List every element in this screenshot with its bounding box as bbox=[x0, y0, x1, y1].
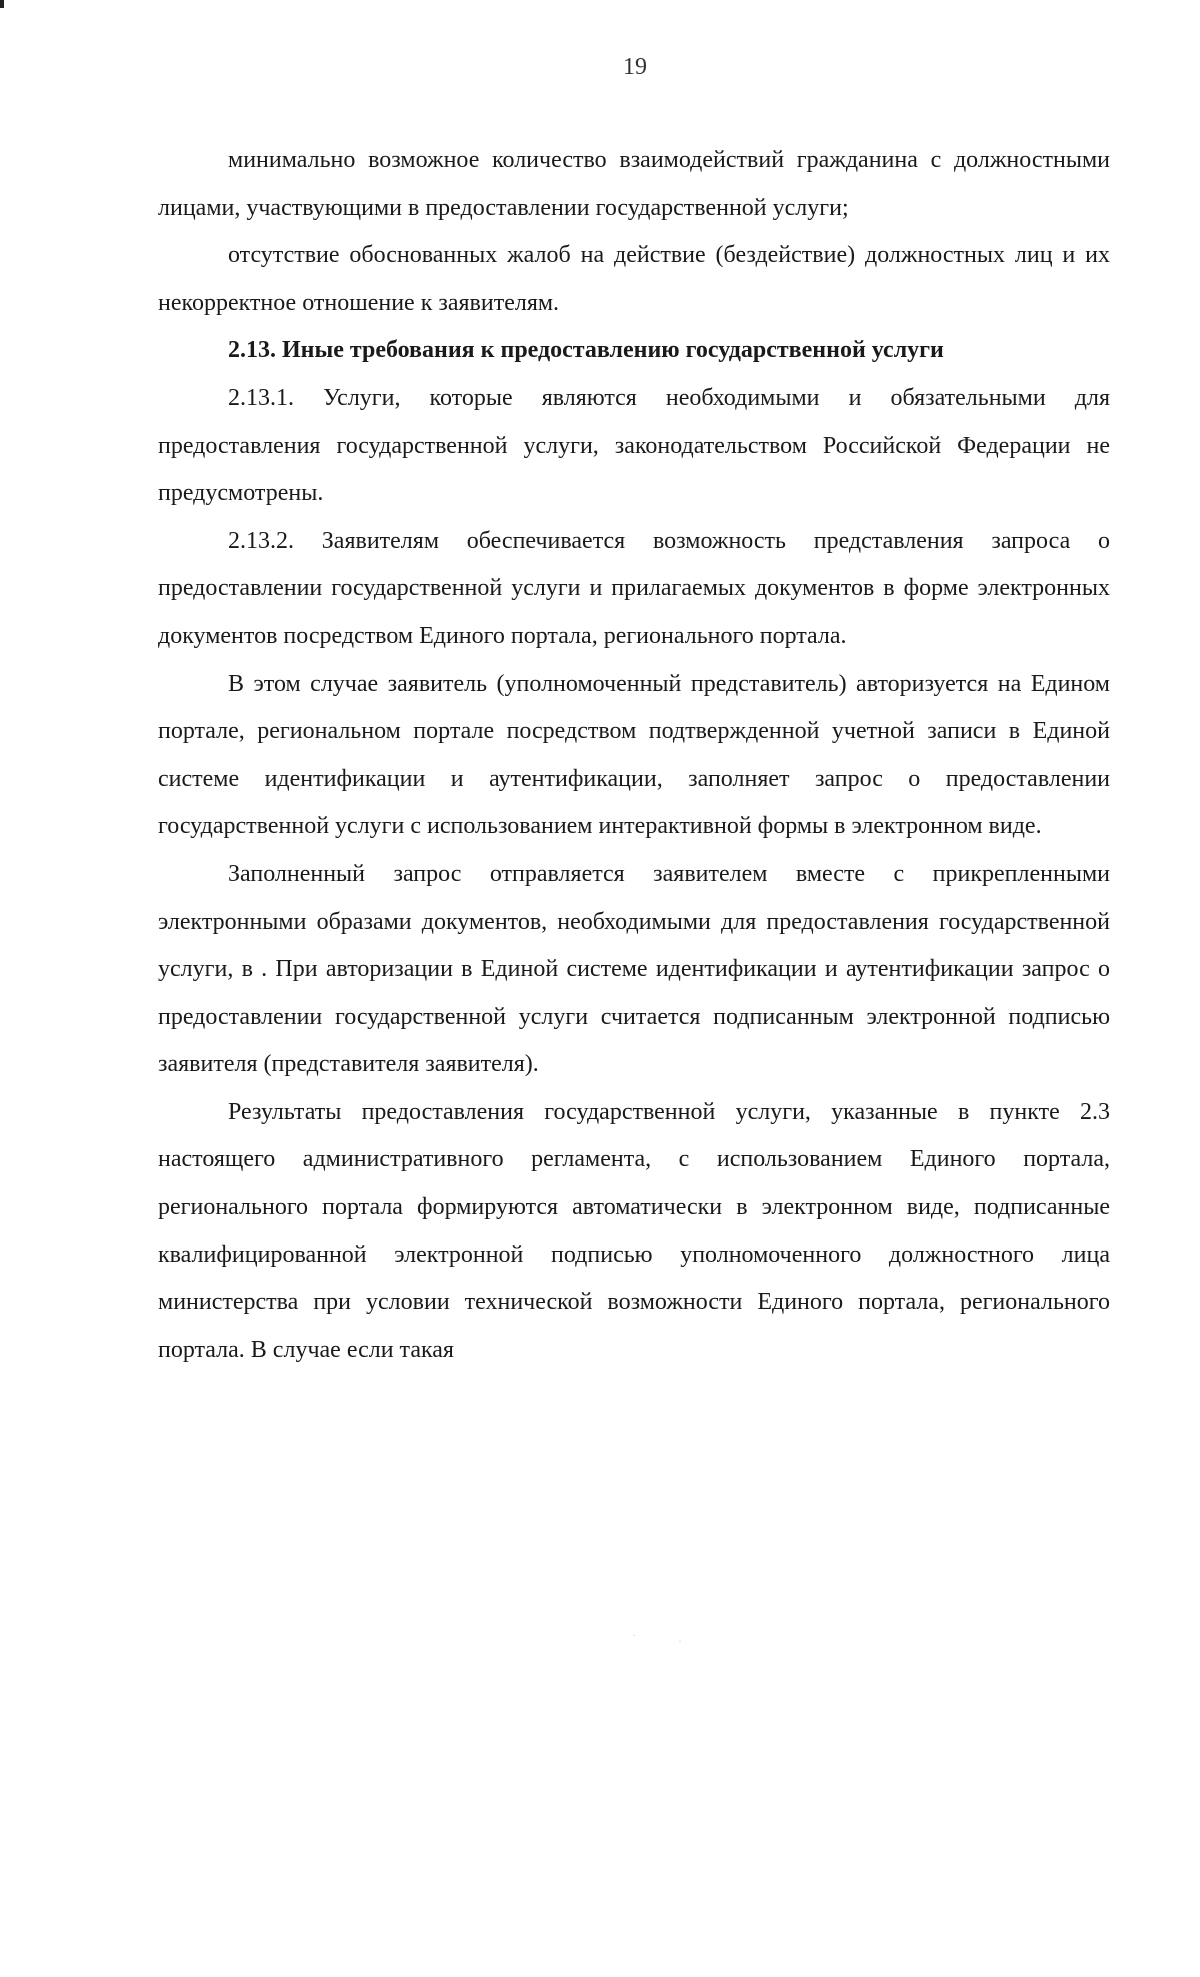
paragraph-filled-request: Заполненный запрос отправляется заявителем вместе с прикрепленными электронными образами документов, необходимыми для предоставления государственной услуги, в . При авторизации в Единой системе идентификации и аутентификации запрос о предоставлении государственной услуги считается подписанным электронной подписью заявителя (представителя заявителя). bbox=[158, 860, 1110, 1078]
paragraph-authorization: В этом случае заявитель (уполномоченный представитель) авторизуется на Едином портале, региональном портале посредством подтвержденной учетной записи в Единой системе идентификации и аутентификации, заполняет запрос о предоставлении государственной услуги с использованием интерактивной формы в электронном виде. bbox=[158, 670, 1110, 840]
paragraph-results: Результаты предоставления государственной услуги, указанные в пункте 2.3 настоящего административного регламента, с использованием Единого портала, регионального портала формируются автоматически в электронном виде, подписанные квалифицированной электронной подписью уполномоченного должностного лица министерства при условии технической возможности Единого портала, регионального портала. В случае если такая bbox=[158, 1098, 1110, 1363]
scan-speck: · bbox=[678, 1634, 682, 1648]
scan-speck: · bbox=[632, 1628, 636, 1642]
page-number: 19 bbox=[623, 54, 647, 80]
paragraph-2-13-2: 2.13.2. Заявителям обеспечивается возможность представления запроса о предоставлении государственной услуги и прилагаемых документов в форме электронных документов посредством Единого портала, регионального портала. bbox=[158, 527, 1110, 649]
paragraph-min-interactions: минимально возможное количество взаимодействий гражданина с должностными лицами, участвующими в предоставлении государственной услуги; bbox=[158, 147, 1110, 221]
scan-artifact bbox=[0, 0, 4, 8]
section-heading-2-13: 2.13. Иные требования к предоставлению государственной услуги bbox=[228, 337, 944, 364]
document-body bbox=[158, 137, 1110, 1374]
paragraph-no-complaints: отсутствие обоснованных жалоб на действие (бездействие) должностных лиц и их некорректное отношение к заявителям. bbox=[158, 242, 1110, 316]
paragraph-2-13-1: 2.13.1. Услуги, которые являются необходимыми и обязательными для предоставления государственной услуги, законодательством Российской Федерации не предусмотрены. bbox=[158, 384, 1110, 507]
